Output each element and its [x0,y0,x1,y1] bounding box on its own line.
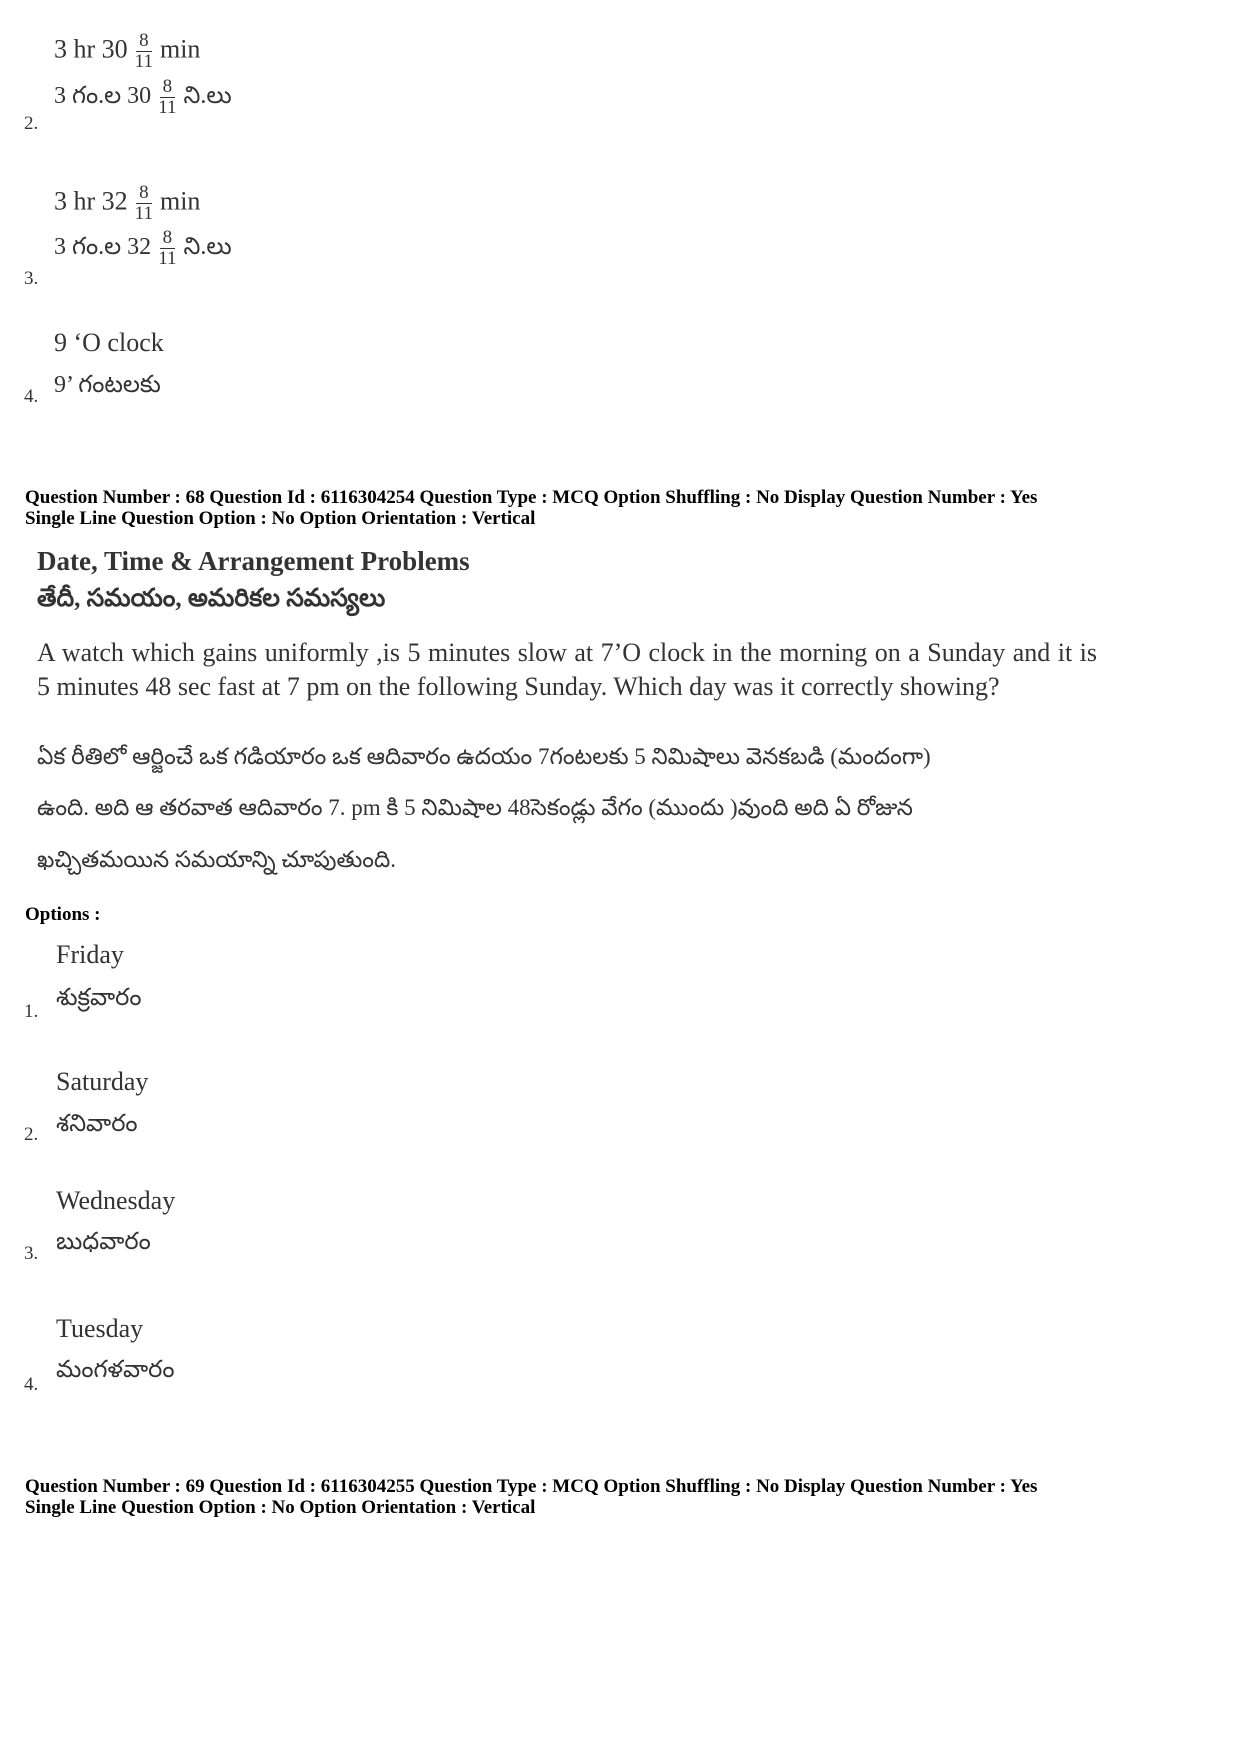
question-text-te-line3: ఖచ్చితమయిన సమయాన్ని చూపుతుంది. [37,847,396,872]
question-text-te-line2: ఉంది. అది ఆ తరవాత ఆదివారం 7. pm కి 5 నిమిషాల 48సెకండ్లు వేగం (ముందు )వుంది అది ఏ రోజున [37,795,913,820]
option-text-te: 3 గం.ల 30 $\frac{8}{11}$ ని.లు [54,76,232,118]
question-text-en: A watch which gains uniformly ,is 5 minutes slow at 7’O clock in the morning on a Sunday and it is 5 minutes 48 sec fast at 7 pm on the following Sunday. Which day was it correctly showing? [37,638,1097,701]
question-69-meta-line2: Single Line Question Option : No Option Orientation : Vertical [25,1497,536,1518]
topic-title-te: తేదీ, సమయం, అమరికల సమస్యలు [37,585,386,612]
option-text-te: శనివారం [56,1111,138,1137]
option-text-te: 3 గం.ల 32 $\frac{8}{11}$ ని.లు [54,227,232,269]
option-number: 1. [24,1001,39,1022]
option-text-en: Saturday [56,1067,149,1096]
option-text-en: Friday [56,940,124,969]
option-text-en: Tuesday [56,1314,144,1343]
question-68-meta-line1: Question Number : 68 Question Id : 6116304254 Question Type : MCQ Option Shuffling : No Display Question Number : Yes [25,487,1038,508]
topic-title-en: Date, Time & Arrangement Problems [37,546,470,576]
option-text-en: 3 hr 32 $\frac{8}{11}$ min [54,182,201,224]
option-text-te: శుక్రవారం [56,985,142,1011]
option-number: 4. [24,1374,39,1395]
option-number: 4. [24,386,39,407]
option-text-te: 9’ గంటలకు [54,372,161,398]
option-number: 3. [24,1243,39,1264]
fraction: $\frac{8}{11}$ [158,227,177,269]
option-text-en: 9 ‘O clock [54,328,164,357]
fraction: $\frac{8}{11}$ [134,30,153,72]
option-text-te: మంగళవారం [56,1357,175,1383]
fraction: $\frac{8}{11}$ [158,76,177,118]
option-text-en: 3 hr 30 $\frac{8}{11}$ min [54,30,201,72]
fraction: $\frac{8}{11}$ [134,182,153,224]
option-number: 2. [24,1124,39,1145]
option-text-te: బుధవారం [56,1229,151,1255]
option-number: 2. [24,113,39,134]
question-text-te-line1: ఏక రీతిలో ఆర్జించే ఒక గడియారం ఒక ఆదివారం ఉదయం 7గంటలకు 5 నిమిషాలు వెనకబడి (మందంగా) [37,744,931,769]
options-label: Options : [25,904,101,925]
option-number: 3. [24,268,39,289]
option-text-en: Wednesday [56,1186,176,1215]
question-69-meta-line1: Question Number : 69 Question Id : 6116304255 Question Type : MCQ Option Shuffling : No Display Question Number : Yes [25,1476,1038,1497]
question-68-meta-line2: Single Line Question Option : No Option Orientation : Vertical [25,508,536,529]
